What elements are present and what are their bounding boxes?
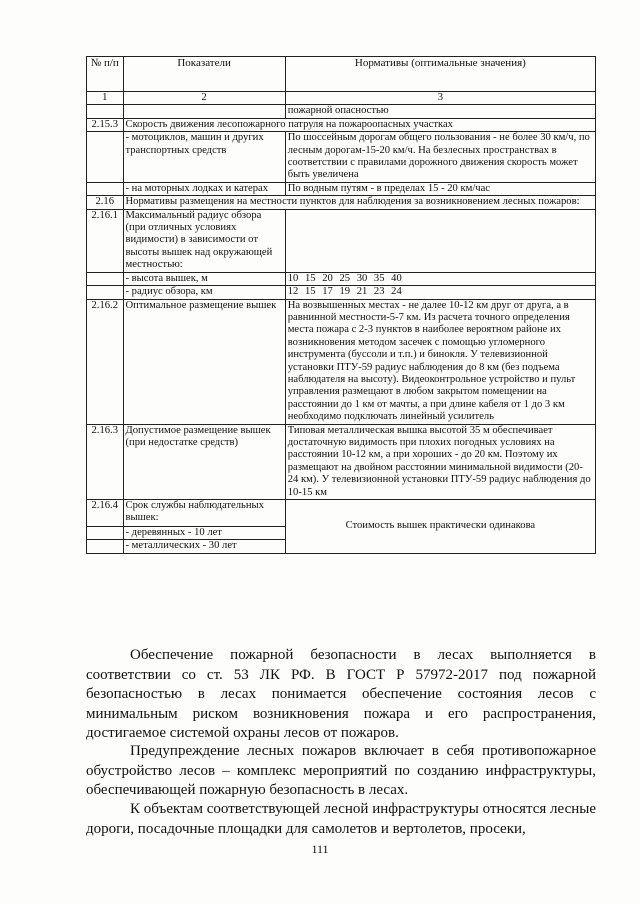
norms-table	[86, 56, 596, 554]
row-label: - высота вышек, м	[123, 272, 285, 285]
table-row	[87, 209, 596, 272]
row-value: 10 15 20 25 30 35 40	[285, 272, 595, 285]
row-label: Срок службы наблюдательных вышек:	[123, 500, 285, 527]
table-row	[87, 105, 596, 118]
row-value: На возвышенных местах - не далее 10-12 км друг от друга, а в равнинной местности-5-7 км. Из расчета точного определения места пожара с 2-3 пунктов в наиболее вероятном районе их возникновения методом засечек с помощью угломерного инструмента (буссоли и т.п.) и бинокля. У телевизионной установки ПТУ-59 радиус наблюдения до 8 км (без подъема наблюдателя на высоту). Видеоконтрольное устройство и пульт управления размещают в любом закрытом помещении на расстоянии до 1 км от мачты, а при длине кабеля от 1 до 3 км необходимо подключать линейный усилитель	[285, 299, 595, 424]
table-row	[87, 500, 596, 527]
page-number: 111	[311, 842, 329, 856]
row-label: Максимальный радиус обзора (при отличных условиях видимости) в зависимости от высоты вышек над окружающей местностью:	[123, 209, 285, 272]
header-norms: Нормативы (оптимальные значения)	[285, 57, 595, 92]
row-number: 2.16.2	[87, 299, 124, 424]
col-number-3: 3	[285, 92, 595, 105]
row-label: - деревянных - 10 лет	[123, 527, 285, 540]
row-label: - радиус обзора, км	[123, 286, 285, 299]
row-value: 12 15 17 19 21 23 24	[285, 286, 595, 299]
row-label: - на моторных лодках и катерах	[123, 182, 285, 195]
column-number-row	[87, 92, 596, 105]
row-title: Нормативы размещения на местности пунктов для наблюдения за возникновением лесных пожаров:	[123, 196, 596, 209]
col-number-1: 1	[87, 92, 124, 105]
row-label: Допустимое размещение вышек (при недостатке средств)	[123, 424, 285, 499]
table-header-row	[87, 57, 596, 92]
table-row	[87, 118, 596, 131]
row-number: 2.15.3	[87, 118, 124, 131]
paragraph-infrastructure: К объектам соответствующей лесной инфраструктуры относятся лесные дороги, посадочные площадки для самолетов и вертолетов, просеки,	[86, 801, 596, 837]
table-row	[87, 424, 596, 499]
table-row	[87, 182, 596, 195]
row-label: - металлических - 30 лет	[123, 540, 285, 553]
col-number-2: 2	[123, 92, 285, 105]
row-number: 2.16.4	[87, 500, 124, 527]
table-row	[87, 286, 596, 299]
row-value: По водным путям - в пределах 15 - 20 км/час	[285, 182, 595, 195]
table-row	[87, 272, 596, 285]
paragraph-fire-safety: Обеспечение пожарной безопасности в лесах выполняется в соответствии со ст. 53 ЛК РФ. В ГОСТ Р 57972-2017 под пожарной безопасностью в лесах понимается обеспечение состояния лесов с минимальным риском возникновения пожара и его распространения, достигаемое системой охраны лесов от пожаров.	[86, 647, 596, 742]
row-value: По шоссейным дорогам общего пользования - не более 30 км/ч, по лесным дорогам-15-20 км/ч. На безлесных пространствах в соответствии с правилами дорожного движения скорость может быть увеличена	[285, 132, 595, 183]
header-num: № п/п	[87, 57, 124, 92]
row-value: Типовая металлическая вышка высотой 35 м обеспечивает достаточную видимость при плохих погодных условиях на расстоянии 10-12 км, а при хороших - до 20 км. Поэтому их размещают на двойном расстоянии минимальной видимости (20-24 км). У телевизионной установки ПТУ-59 радиус наблюдения до 10-15 км	[285, 424, 595, 499]
row-number: 2.16	[87, 196, 124, 209]
table-row	[87, 196, 596, 209]
table-row	[87, 299, 596, 424]
row-label: - мотоциклов, машин и других транспортных средств	[123, 132, 285, 183]
row-label: Оптимальное размещение вышек	[123, 299, 285, 424]
table-row	[87, 132, 596, 183]
row-title: Скорость движения лесопожарного патруля на пожароопасных участках	[123, 118, 596, 131]
header-indicators: Показатели	[123, 57, 285, 92]
continuation-cell: пожарной опасностью	[285, 105, 595, 118]
row-number: 2.16.3	[87, 424, 124, 499]
row-number: 2.16.1	[87, 209, 124, 272]
row-value: Стоимость вышек практически одинакова	[285, 500, 595, 554]
paragraph-prevention: Предупреждение лесных пожаров включает в себя противопожарное обустройство лесов – комплекс мероприятий по созданию инфраструктуры, обеспечивающей пожарную безопасность в лесах.	[86, 743, 596, 799]
